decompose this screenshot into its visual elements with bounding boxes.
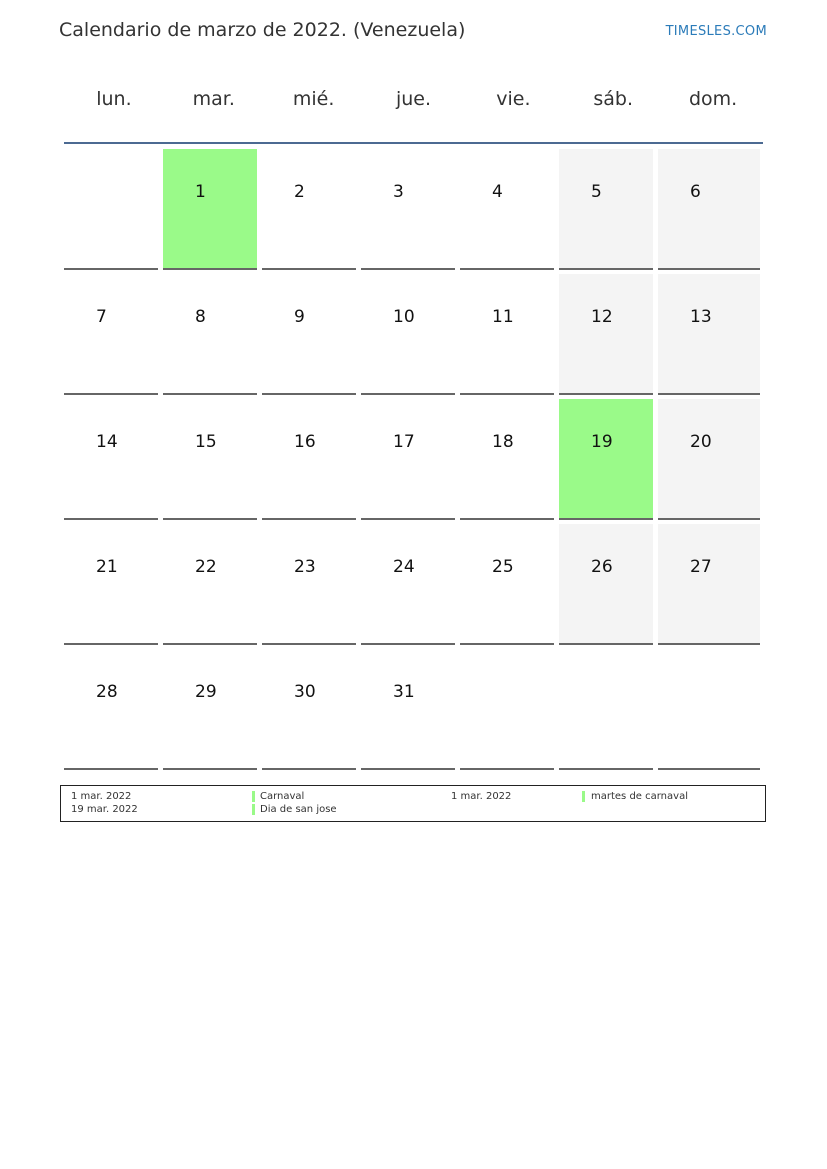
calendar-day-12[interactable] [559, 274, 653, 395]
day-number: 12 [591, 307, 613, 327]
calendar-day-9[interactable] [262, 274, 356, 395]
day-number: 27 [690, 557, 712, 577]
day-number: 1 [195, 182, 206, 202]
day-number: 3 [393, 182, 404, 202]
calendar-day-4[interactable] [460, 149, 554, 270]
calendar-day-7[interactable] [64, 274, 158, 395]
day-number: 15 [195, 432, 217, 452]
day-number: 21 [96, 557, 118, 577]
calendar-day-empty [559, 649, 653, 770]
day-number: 5 [591, 182, 602, 202]
day-number: 31 [393, 682, 415, 702]
calendar-day-18[interactable] [460, 399, 554, 520]
legend-holiday-name: martes de carnaval [591, 791, 688, 802]
holiday-color-marker [252, 791, 255, 802]
calendar-week-row [64, 399, 763, 520]
day-number: 24 [393, 557, 415, 577]
day-number: 10 [393, 307, 415, 327]
day-number: 26 [591, 557, 613, 577]
calendar-day-29[interactable] [163, 649, 257, 770]
calendar-day-30[interactable] [262, 649, 356, 770]
weekday-label: jue. [395, 88, 432, 110]
legend-date: 19 mar. 2022 [71, 804, 138, 815]
day-number: 14 [96, 432, 118, 452]
calendar-day-31[interactable] [361, 649, 455, 770]
holiday-legend [60, 785, 766, 822]
calendar-week-row [64, 649, 763, 770]
day-number: 23 [294, 557, 316, 577]
calendar-day-24[interactable] [361, 524, 455, 645]
calendar-day-26[interactable] [559, 524, 653, 645]
calendar-day-1[interactable] [163, 149, 257, 270]
calendar-day-empty [64, 149, 158, 270]
calendar-day-21[interactable] [64, 524, 158, 645]
calendar-day-10[interactable] [361, 274, 455, 395]
calendar-day-20[interactable] [658, 399, 760, 520]
calendar-day-27[interactable] [658, 524, 760, 645]
calendar-week-row [64, 524, 763, 645]
calendar-grid [64, 149, 763, 774]
day-number: 9 [294, 307, 305, 327]
day-number: 8 [195, 307, 206, 327]
day-number: 16 [294, 432, 316, 452]
legend-date: 1 mar. 2022 [451, 791, 512, 802]
calendar-day-15[interactable] [163, 399, 257, 520]
calendar-day-6[interactable] [658, 149, 760, 270]
day-number: 13 [690, 307, 712, 327]
weekday-label: mié. [292, 88, 335, 110]
day-number: 18 [492, 432, 514, 452]
calendar-day-22[interactable] [163, 524, 257, 645]
day-number: 7 [96, 307, 107, 327]
calendar-week-row [64, 274, 763, 395]
calendar-day-19[interactable] [559, 399, 653, 520]
legend-holiday-name: Carnaval [260, 791, 305, 802]
day-number: 17 [393, 432, 415, 452]
calendar-day-16[interactable] [262, 399, 356, 520]
holiday-color-marker [582, 791, 585, 802]
day-number: 4 [492, 182, 503, 202]
day-number: 28 [96, 682, 118, 702]
calendar-day-8[interactable] [163, 274, 257, 395]
page-title: Calendario de marzo de 2022. (Venezuela) [59, 19, 466, 41]
calendar-day-23[interactable] [262, 524, 356, 645]
calendar-day-17[interactable] [361, 399, 455, 520]
legend-holiday-name: Dia de san jose [260, 804, 337, 815]
day-number: 30 [294, 682, 316, 702]
day-number: 6 [690, 182, 701, 202]
calendar-day-empty [460, 649, 554, 770]
weekday-header [64, 88, 763, 120]
calendar-day-3[interactable] [361, 149, 455, 270]
day-number: 22 [195, 557, 217, 577]
weekday-label: mar. [192, 88, 235, 110]
header-divider [64, 142, 763, 144]
weekday-label: sáb. [593, 88, 634, 110]
day-number: 20 [690, 432, 712, 452]
day-number: 25 [492, 557, 514, 577]
calendar-day-2[interactable] [262, 149, 356, 270]
day-number: 2 [294, 182, 305, 202]
weekday-label: dom. [688, 88, 738, 110]
day-number: 29 [195, 682, 217, 702]
day-number: 19 [591, 432, 613, 452]
weekday-label: lun. [96, 88, 132, 110]
calendar-day-14[interactable] [64, 399, 158, 520]
calendar-day-11[interactable] [460, 274, 554, 395]
weekday-label: vie. [496, 88, 531, 110]
holiday-color-marker [252, 804, 255, 815]
calendar-day-28[interactable] [64, 649, 158, 770]
day-number: 11 [492, 307, 514, 327]
calendar-day-5[interactable] [559, 149, 653, 270]
calendar-day-13[interactable] [658, 274, 760, 395]
calendar-day-25[interactable] [460, 524, 554, 645]
brand-link[interactable]: TIMESLES.COM [665, 24, 767, 39]
calendar-day-empty [658, 649, 760, 770]
calendar-week-row [64, 149, 763, 270]
legend-date: 1 mar. 2022 [71, 791, 132, 802]
